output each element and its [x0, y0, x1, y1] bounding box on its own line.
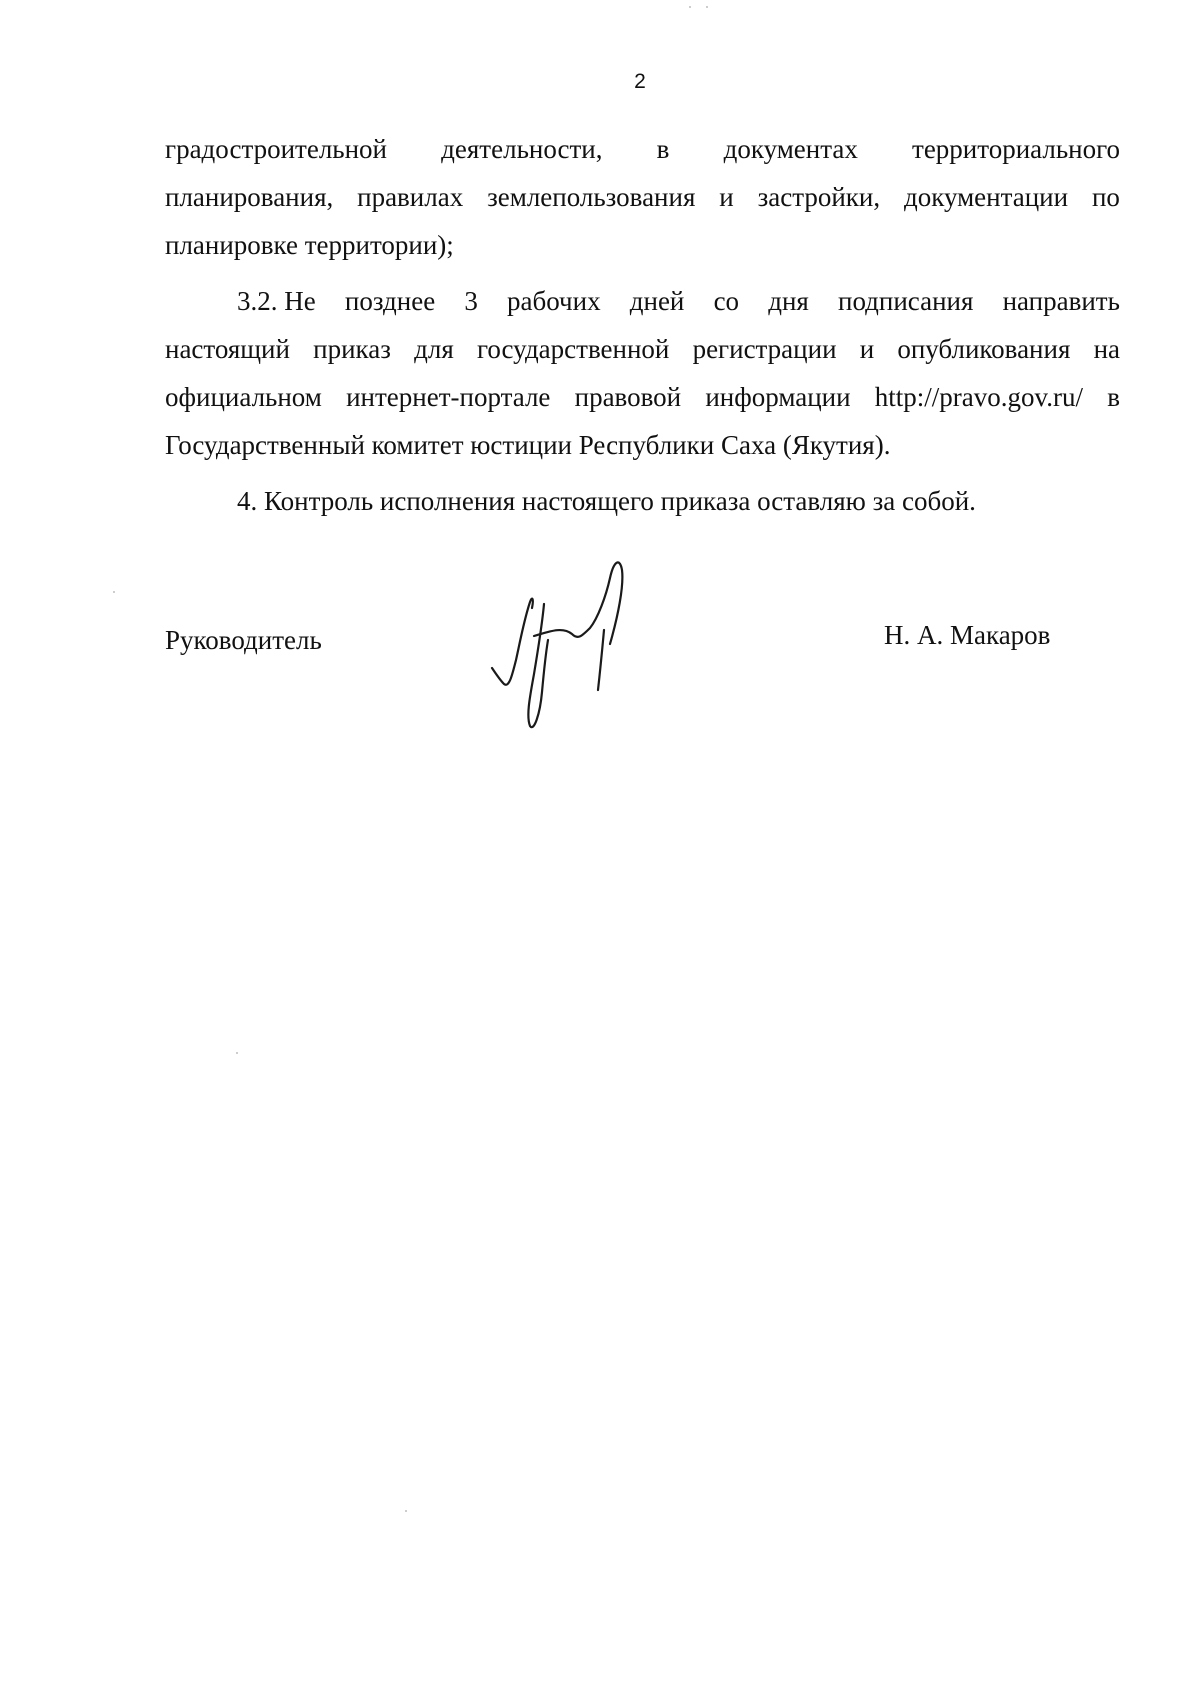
- word: правовой: [574, 382, 682, 412]
- body-line-3: планировке территории);: [165, 230, 454, 260]
- scan-artifact-dot: [689, 6, 691, 8]
- word: документах: [723, 134, 858, 164]
- word: рабочих: [507, 286, 601, 316]
- word: интернет-портале: [346, 382, 551, 412]
- word: со: [713, 286, 740, 316]
- url-text: http://pravo.gov.ru/: [874, 382, 1084, 412]
- word: государственной: [476, 334, 670, 364]
- word: приказ: [313, 334, 391, 364]
- word: застройки,: [757, 182, 881, 212]
- body-line-2: [165, 173, 1120, 221]
- paragraph-3-2-line-1: [165, 277, 1120, 325]
- word: на: [1093, 334, 1120, 364]
- word: и: [719, 182, 734, 212]
- paragraph-3-2-line-3: [165, 373, 1120, 421]
- scan-artifact-dot: [706, 6, 708, 8]
- signer-name: Н. А. Макаров: [884, 620, 1051, 650]
- word: настоящий: [165, 334, 290, 364]
- word: градостроительной: [165, 134, 387, 164]
- scan-artifact-dot: [113, 591, 115, 593]
- word: документации: [903, 182, 1069, 212]
- word: подписания: [838, 286, 974, 316]
- word: опубликования: [897, 334, 1071, 364]
- signer-position: Руководитель: [165, 625, 322, 655]
- word: в: [1107, 382, 1120, 412]
- word: правилах: [357, 182, 464, 212]
- page-number: 2: [634, 70, 646, 93]
- document-body: [165, 125, 1120, 525]
- word: дней: [629, 286, 685, 316]
- paragraph-4: 4. Контроль исполнения настоящего приказа оставляю за собой.: [237, 486, 976, 516]
- paragraph-3-2-line-4: Государственный комитет юстиции Республики Саха (Якутия).: [165, 430, 891, 460]
- word: в: [656, 134, 670, 164]
- word: и: [859, 334, 875, 364]
- word: направить: [1002, 286, 1120, 316]
- handwritten-signature: [488, 556, 658, 736]
- word: дня: [768, 286, 809, 316]
- word: регистрации: [692, 334, 837, 364]
- paragraph-3-2-line-2: [165, 325, 1120, 373]
- word: деятельности,: [441, 134, 603, 164]
- word: 3.2. Не: [237, 286, 316, 316]
- word: официальном: [165, 382, 322, 412]
- scan-artifact-dot: [405, 1510, 407, 1512]
- word: планирования,: [165, 182, 334, 212]
- word: информации: [705, 382, 851, 412]
- word: по: [1091, 182, 1120, 212]
- word: землепользования: [487, 182, 696, 212]
- word: для: [414, 334, 454, 364]
- word: позднее: [344, 286, 436, 316]
- word: территориального: [912, 134, 1120, 164]
- scan-artifact-dot: [236, 1052, 238, 1054]
- word: 3: [464, 286, 478, 316]
- body-line-1: [165, 125, 1120, 173]
